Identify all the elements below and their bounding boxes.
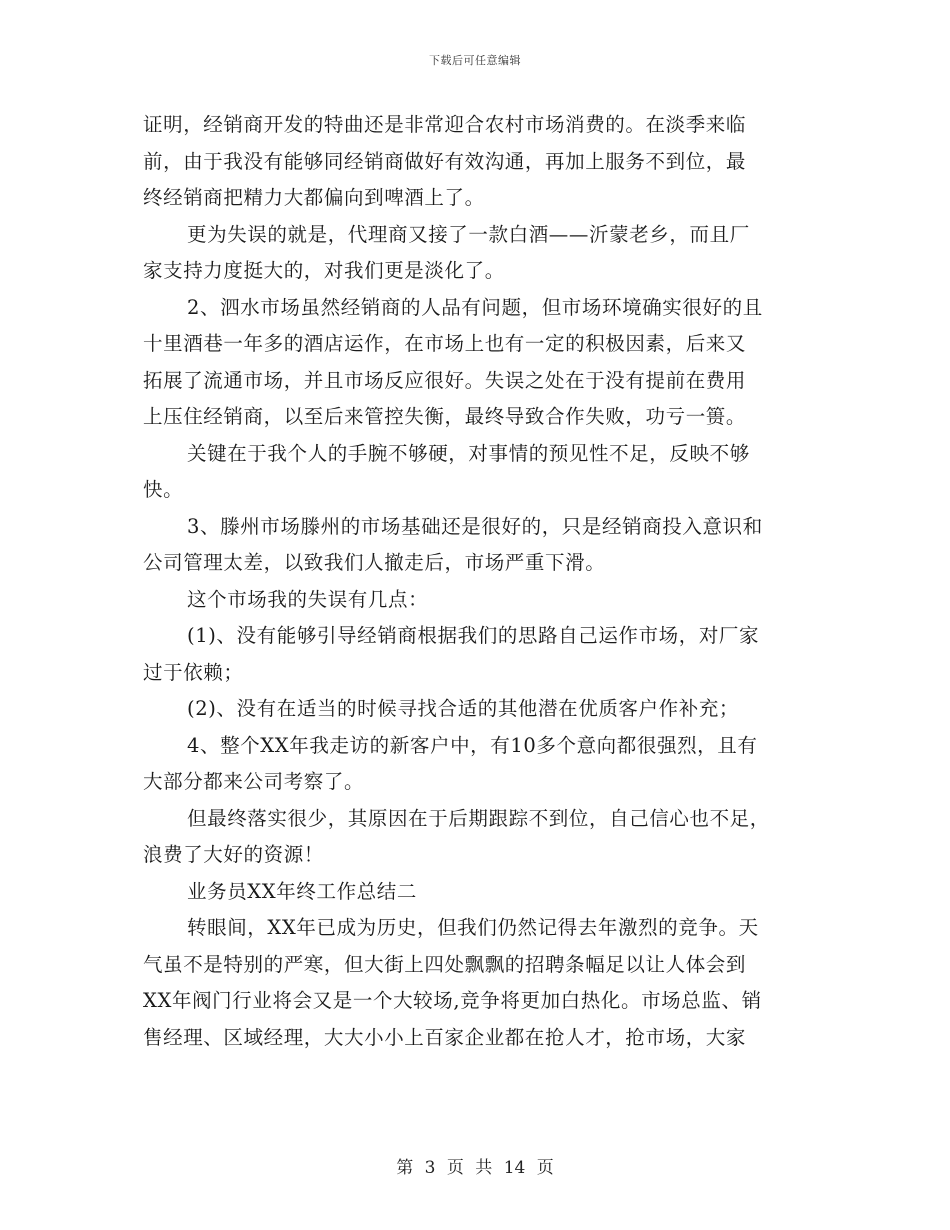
text-line: 快。 (143, 478, 184, 501)
text-line: 证明，经销商开发的特曲还是非常迎合农村市场消费的。在淡季来临 (143, 113, 747, 136)
text-line: 转眼间，XX年已成为历史，但我们仍然记得去年激烈的竞争。天 (187, 916, 759, 939)
page-header: 下载后可任意编辑 (429, 54, 521, 67)
text-line: 业务员XX年终工作总结二 (187, 879, 417, 903)
document-body (143, 107, 807, 1056)
text-line: 2、泗水市场虽然经销商的人品有问题，但市场环境确实很好的且 (187, 295, 763, 319)
text-line: 4、整个XX年我走访的新客户中，有10多个意向都很强烈，且有 (187, 733, 758, 757)
text-line: 家支持力度挺大的，对我们更是淡化了。 (143, 259, 505, 282)
text-line: 3、滕州市场滕州的市场基础还是很好的，只是经销商投入意识和 (187, 514, 763, 538)
text-line: 公司管理太差，以致我们人撤走后，市场严重下滑。 (143, 551, 606, 574)
text-line: 过于依赖； (143, 660, 244, 684)
text-line: 终经销商把精力大都偏向到啤酒上了。 (143, 186, 485, 209)
text-line: 浪费了大好的资源！ (143, 843, 324, 866)
text-line: 前，由于我没有能够同经销商做好有效沟通，再加上服务不到位，最 (143, 149, 747, 173)
text-line: (1)、没有能够引导经销商根据我们的思路自己运作市场，对厂家 (187, 624, 760, 647)
text-line: 但最终落实很少，其原因在于后期跟踪不到位，自己信心也不足， (187, 806, 770, 830)
text-line: 气虽不是特别的严寒，但大街上四处飘飘的招聘条幅足以让人体会到 (143, 952, 747, 976)
text-line: (2)、没有在适当的时候寻找合适的其他潜在优质客户作补充； (187, 697, 740, 720)
text-line: 上压住经销商，以至后来管控失衡，最终导致合作失败，功亏一篑。 (143, 405, 747, 428)
text-line: 十里酒巷一年多的酒店运作，在市场上也有一定的积极因素，后来又 (143, 332, 747, 355)
text-line: XX年阀门行业将会又是一个大较场,竞争将更加白热化。市场总监、销 (143, 989, 762, 1012)
text-line: 售经理、区域经理，大大小小上百家企业都在抢人才，抢市场，大家 (143, 1025, 747, 1049)
text-line: 这个市场我的失误有几点： (187, 587, 429, 611)
text-line: 关键在于我个人的手腕不够硬，对事情的预见性不足，反映不够 (187, 441, 750, 465)
text-line: 拓展了流通市场，并且市场反应很好。失误之处在于没有提前在费用 (143, 368, 747, 392)
page-footer: 第 3 页 共 14 页 (396, 1158, 554, 1178)
text-line: 大部分都来公司考察了。 (143, 770, 365, 793)
text-line: 更为失误的就是，代理商又接了一款白酒——沂蒙老乡，而且厂 (187, 222, 750, 246)
